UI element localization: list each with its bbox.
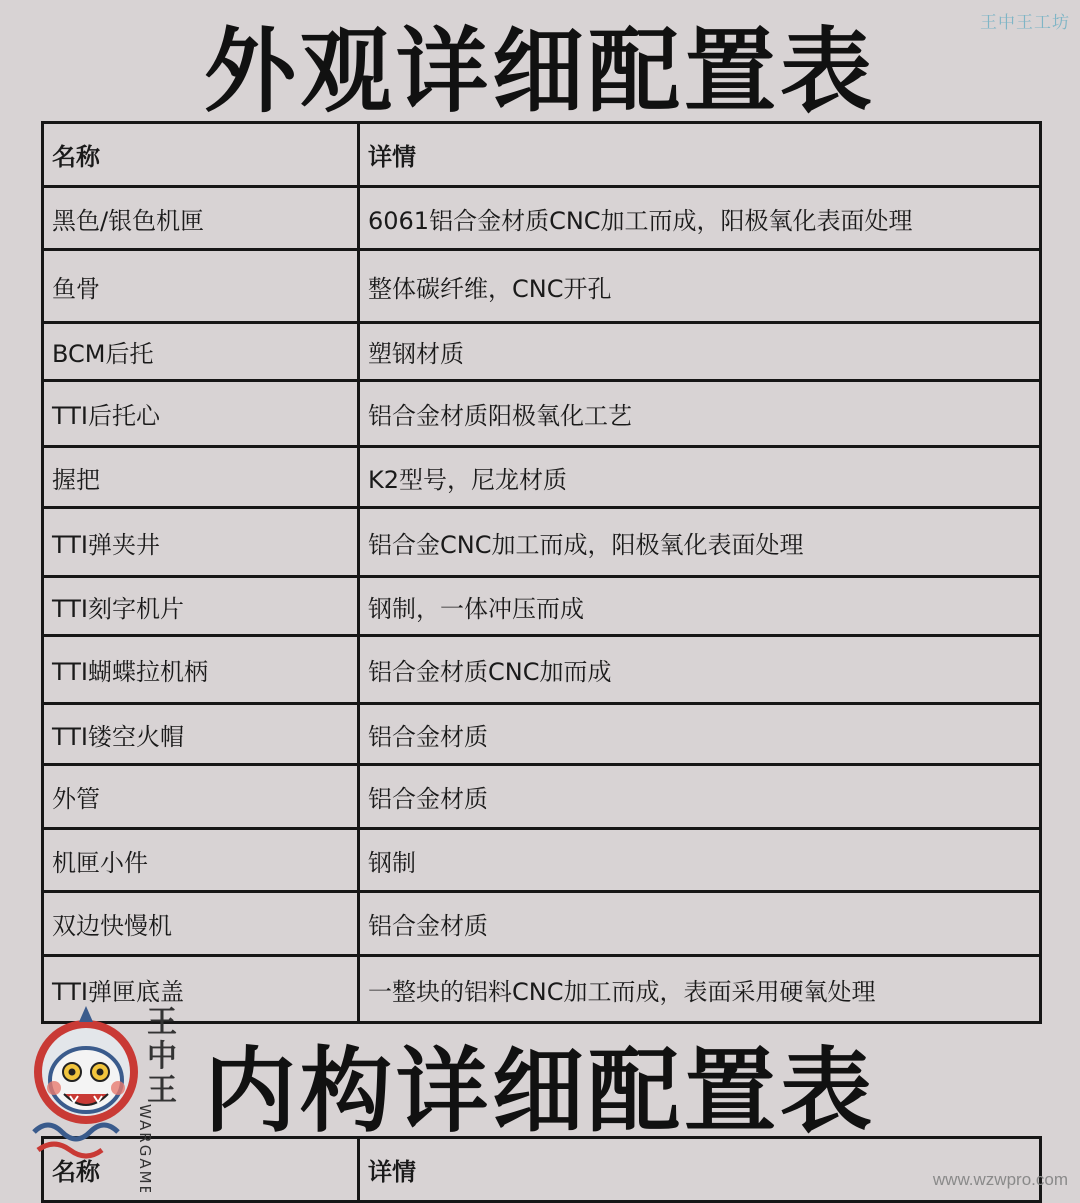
watermark-top: 王中王工坊	[980, 13, 1070, 33]
row-name: 黑色/银色机匣	[43, 187, 359, 250]
row-name: TTI蝴蝶拉机柄	[43, 636, 359, 704]
row-name: 外管	[43, 765, 359, 829]
table-row	[43, 577, 1041, 636]
row-name: 机匣小件	[43, 829, 359, 892]
row-detail: 6061铝合金材质CNC加工而成，阳极氧化表面处理	[359, 187, 1041, 250]
header-name: 名称	[43, 1138, 359, 1202]
row-detail: 铝合金材质	[359, 704, 1041, 765]
table-header-row	[43, 123, 1041, 187]
table-row	[43, 187, 1041, 250]
table-row	[43, 250, 1041, 323]
row-detail: 铝合金材质	[359, 892, 1041, 956]
row-detail: 塑钢材质	[359, 323, 1041, 381]
table-row	[43, 892, 1041, 956]
table-row	[43, 323, 1041, 381]
header-detail: 详情	[359, 1138, 1041, 1202]
exterior-config-table	[41, 121, 1042, 1024]
row-detail: 铝合金材质阳极氧化工艺	[359, 381, 1041, 447]
watermark-bottom: www.wzwpro.com	[932, 1170, 1068, 1189]
row-detail: 铝合金CNC加工而成，阳极氧化表面处理	[359, 508, 1041, 577]
row-name: TTI后托心	[43, 381, 359, 447]
table-row	[43, 704, 1041, 765]
header-detail: 详情	[359, 123, 1041, 187]
table-row	[43, 636, 1041, 704]
svg-text:中: 中	[147, 1039, 177, 1074]
brand-logo	[24, 992, 194, 1192]
row-detail: 铝合金材质CNC加而成	[359, 636, 1041, 704]
row-detail: 钢制，一体冲压而成	[359, 577, 1041, 636]
table-row	[43, 765, 1041, 829]
row-name: 双边快慢机	[43, 892, 359, 956]
logo-subtext: WARGAME	[136, 1104, 154, 1192]
row-detail: 铝合金材质	[359, 765, 1041, 829]
row-detail: 钢制	[359, 829, 1041, 892]
table-row	[43, 447, 1041, 508]
row-detail: K2型号，尼龙材质	[359, 447, 1041, 508]
row-detail: 整体碳纤维，CNC开孔	[359, 250, 1041, 323]
header-name: 名称	[43, 123, 359, 187]
row-name: TTI弹夹井	[43, 508, 359, 577]
row-name: 鱼骨	[43, 250, 359, 323]
row-name: TTI镂空火帽	[43, 704, 359, 765]
row-name: BCM后托	[43, 323, 359, 381]
row-name: TTI刻字机片	[43, 577, 359, 636]
svg-text:王: 王	[147, 1073, 177, 1108]
row-name: TTI弹匣底盖	[43, 956, 359, 1023]
page-title-exterior: 外观详细配置表	[203, 18, 876, 125]
table-row	[43, 381, 1041, 447]
table-row	[43, 508, 1041, 577]
lion-dance-head-icon	[24, 992, 194, 1192]
page-title-internal: 内构详细配置表	[203, 1038, 876, 1145]
table-row	[43, 829, 1041, 892]
logo-brand-text: 王	[147, 1005, 177, 1040]
row-name: 握把	[43, 447, 359, 508]
row-detail: 一整块的铝料CNC加工而成，表面采用硬氧处理	[359, 956, 1041, 1023]
